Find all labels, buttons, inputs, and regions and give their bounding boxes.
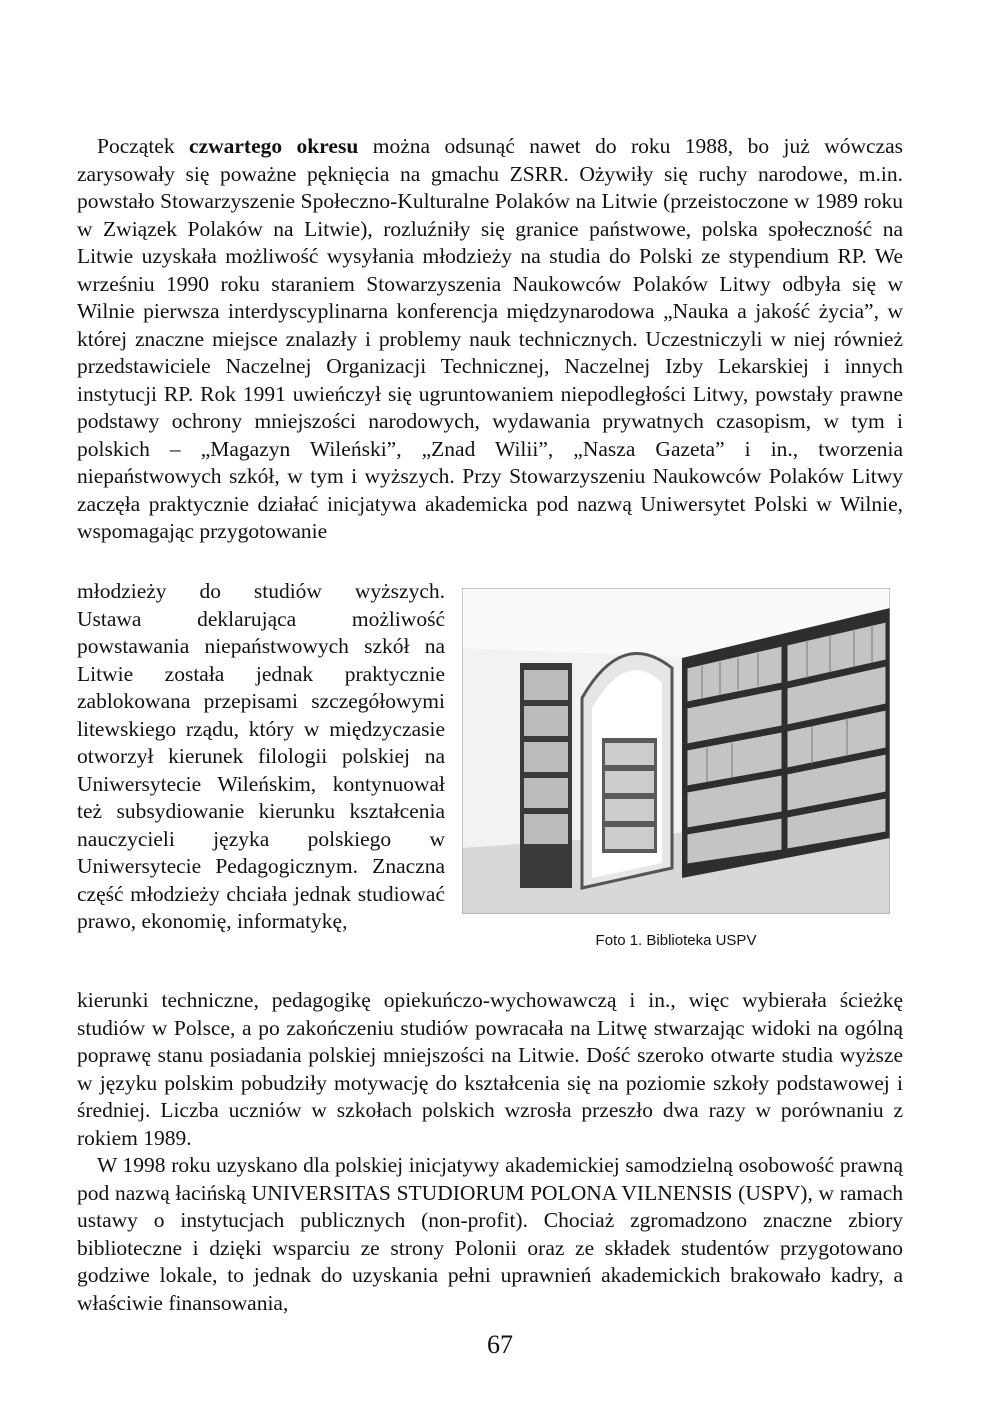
paragraph-1-text: można odsunąć nawet do roku 1988, bo już wówczas zarysowały się poważne pęknięcia na gmachu ZSRR. Ożywiły się ruchy narodowe, m.in. powstało Stowarzyszenie Społeczno-Kulturalne Polaków na Litwie (przeistoczone w 1989 roku w Związek Polaków na Litwie), rozluźniły się granice państwowe, polska społeczność na Litwie uzyskała możliwość wysyłania młodzieży na studia do Polski ze stypendium RP. We wrześniu 1990 roku staraniem Stowarzyszenia Naukowców Polaków Litwy odbyła się w Wilnie pierwsza interdyscyplinarna konferencja międzynarodowa „Nauka a jakość życia”, w której znaczne miejsce znalazły i problemy nauk technicznych. Uczestniczyli w niej również przedstawiciele Naczelnej Organizacji Technicznej, Naczelnej Izby Lekarskiej i innych instytucji RP. Rok 1991 uwieńczył się ugruntowaniem niepodległości Litwy, powstały prawne podstawy ochrony mniejszości narodowych, wydawania prywatnych czasopism, w tym i polskich – „Magazyn Wileński”, „Znad Wilii”, „Nasza Gazeta” i in., tworzenia niepaństwowych szkół, w tym i wyższych. Przy Stowarzyszeniu Naukowców Polaków Litwy zaczęła praktycznie działać inicjatywa akademicka pod nazwą Uniwersytet Polski w Wilnie, wspomagając przygotowanie xyxy=(77,134,904,543)
paragraph-2-wide: kierunki techniczne, pedagogikę opiekuńczo-wychowawczą i in., więc wybierała ścieżkę studiów w Polsce, a po zakończeniu studiów powracała na Litwę stwarzając widoki na ogólną poprawę stanu posiadania polskiej mniejszości na Litwie. Dość szeroko otwarte studia wyższe w języku polskim pobudziły motywację do kształcenia się na poziomie szkoły podstawowej i średniej. Liczba uczniów w szkołach polskich wzrosła przeszło dwa razy w porównaniu z rokiem 1989. xyxy=(77,988,903,1150)
bold-phrase: czwartego okresu xyxy=(189,134,359,158)
paragraph-1-start: Początek xyxy=(97,134,190,158)
paragraph-3-text: W 1998 roku uzyskano dla polskiej inicjatywy akademickiej samodzielną osobowość prawną pod nazwą łacińską UNIVERSITAS STUDIORUM POLONA VILNENSIS (USPV), w ramach ustawy o instytucjach publicznych (non-profit). Chociaż zgromadzono znaczne zbiory biblioteczne i dzięki wsparciu ze strony Polonii oraz ze składek studentów przygotowano godziwe lokale, to jednak do uzyskania pełni uprawnień akademickich brakowało kadry, a właściwie finansowania, xyxy=(77,1153,903,1315)
narrow-first-line: młodzieży do studiów wyższych. xyxy=(77,579,445,603)
page-number: 67 xyxy=(487,1330,513,1359)
library-photo xyxy=(462,588,890,914)
paragraph-3 xyxy=(77,1152,903,1317)
paragraph-1 xyxy=(77,133,903,546)
paragraph-2-narrow xyxy=(77,578,445,936)
narrow-text: Ustawa deklarująca możliwość powstawania niepaństwowych szkół na Litwie została jednak praktycznie zablokowana przepisami szczegółowymi litewskiego rządu, który w międzyczasie otworzył kierunek filologii polskiej na Uniwersytecie Wileńskim, kontynuował też subsydiowanie kierunku kształcenia nauczycieli języka polskiego w Uniwersytecie Pedagogicznym. Znaczna część młodzieży chciała jednak studiować prawo, ekonomię, informatykę, xyxy=(77,606,445,933)
photo-caption: Foto 1. Biblioteka USPV xyxy=(595,932,757,949)
